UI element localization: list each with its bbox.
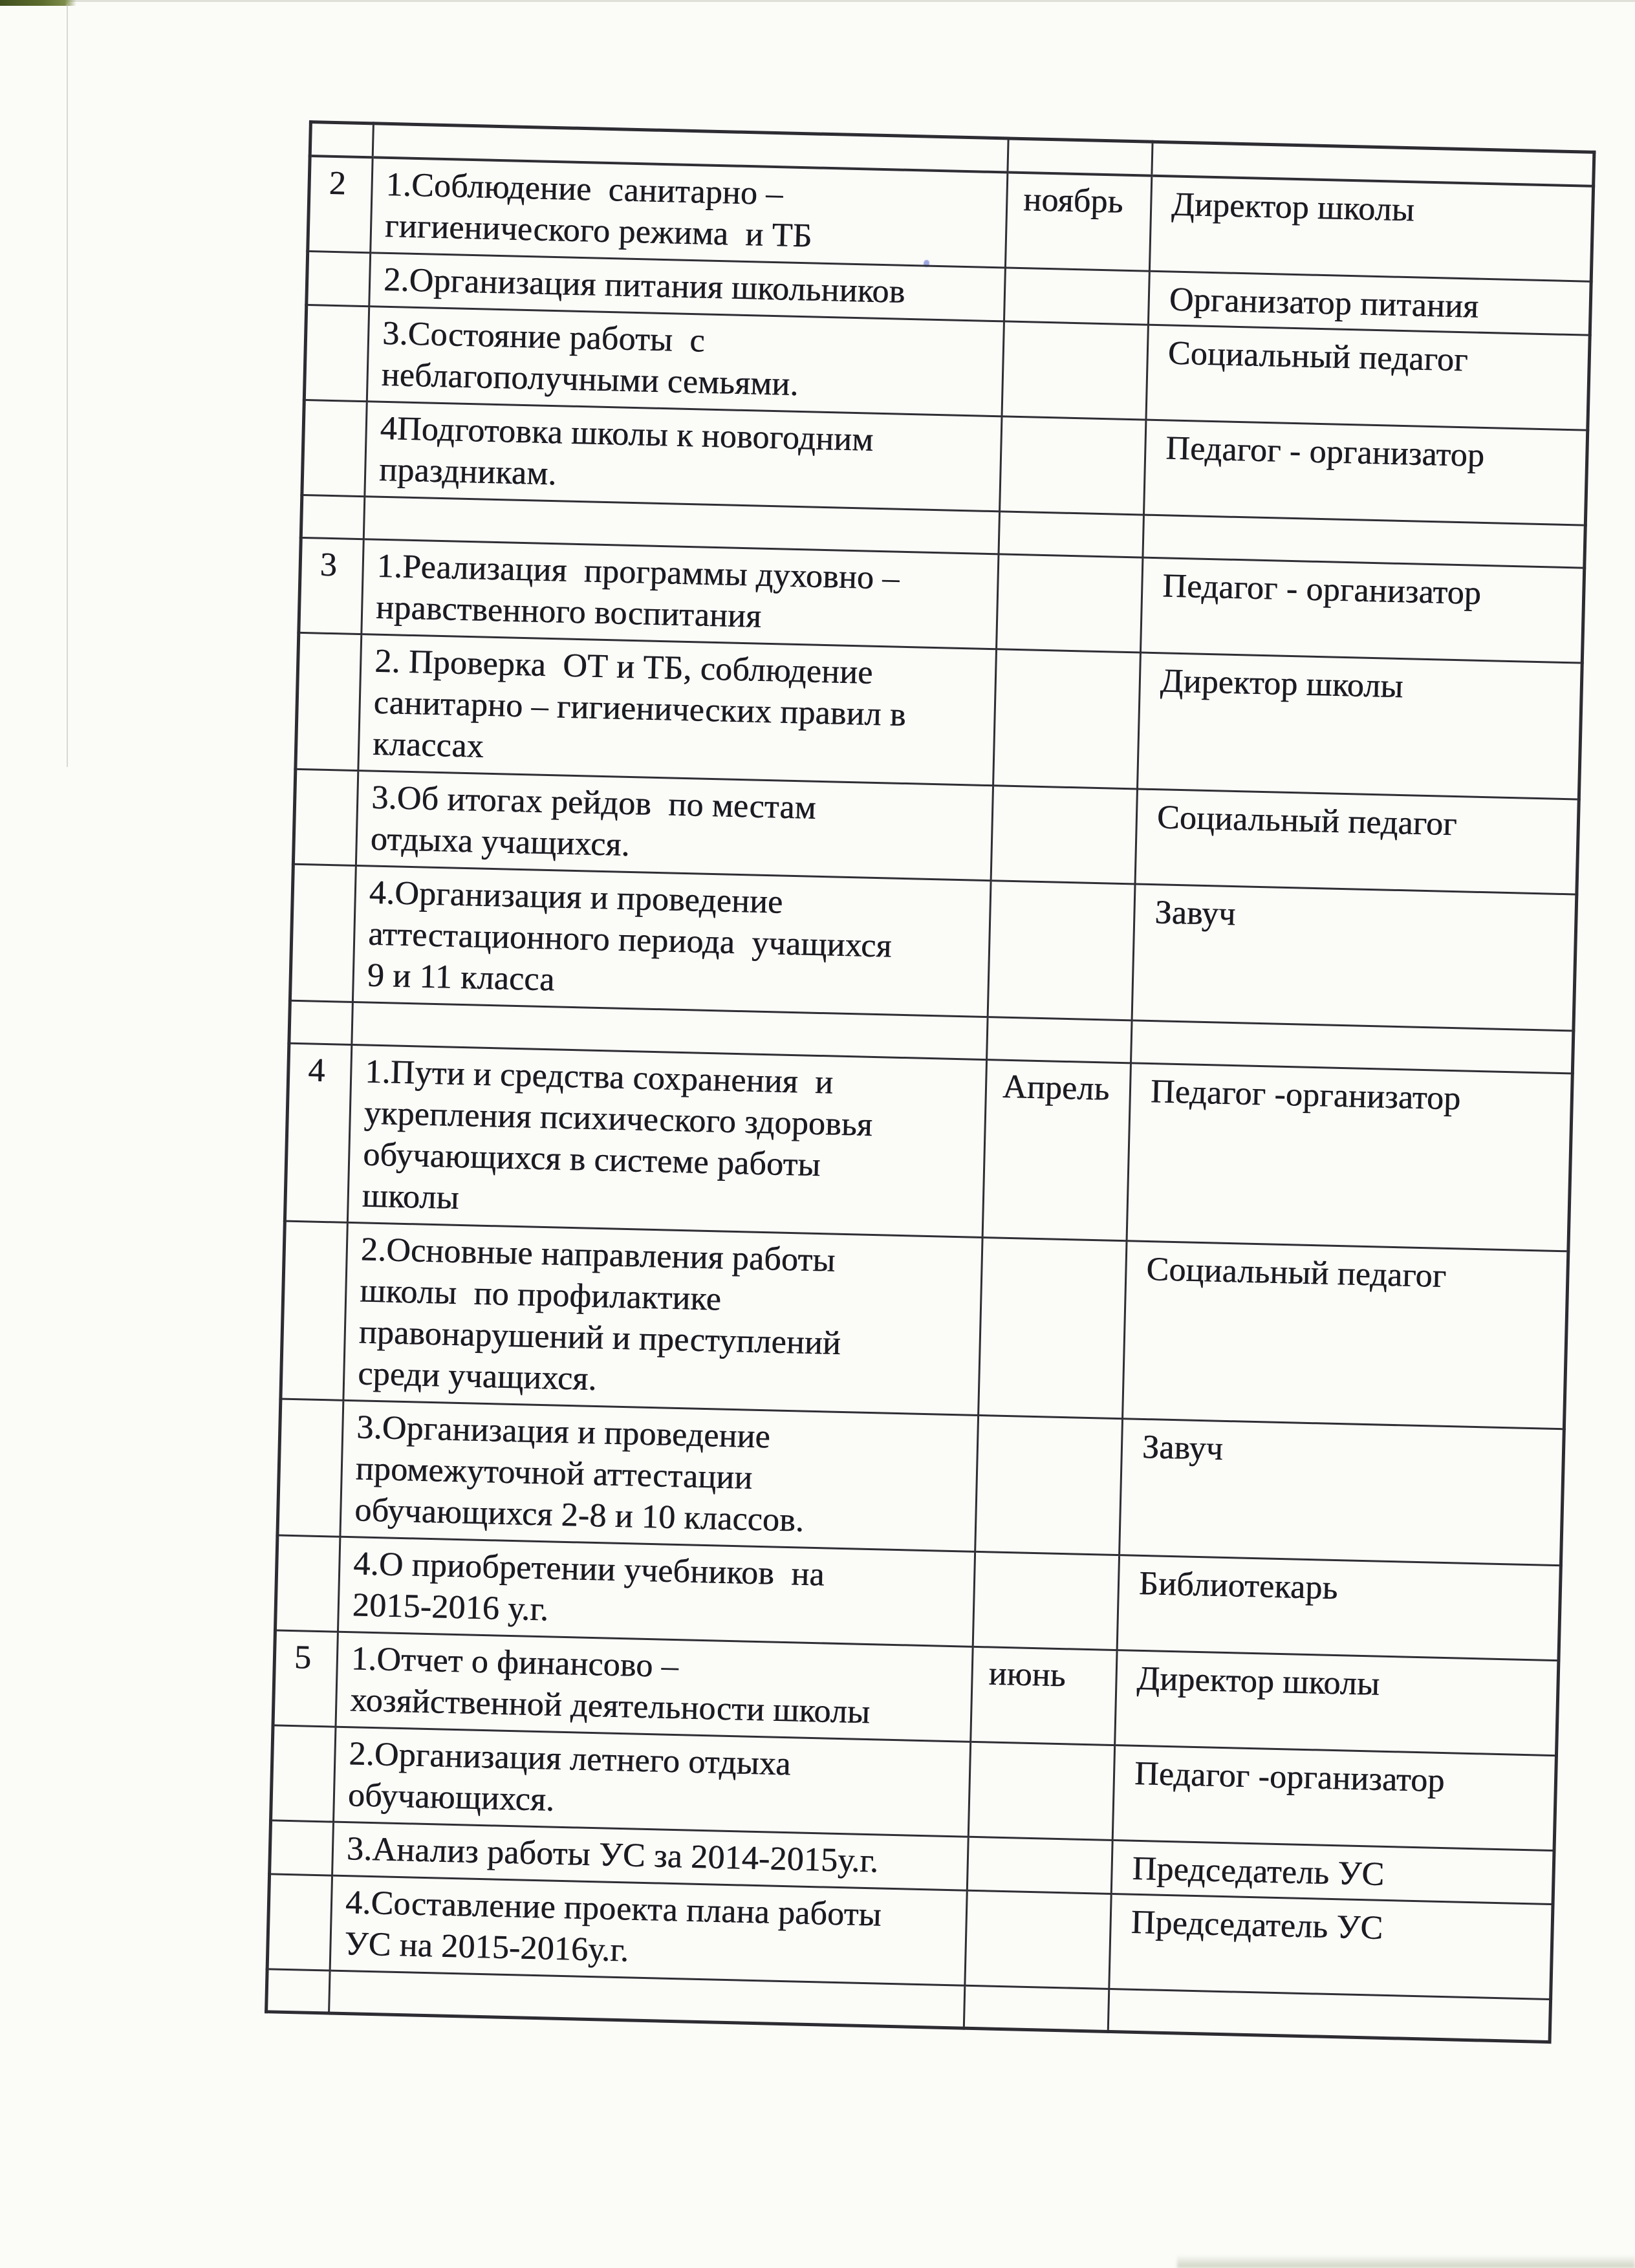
month-cell (979, 1237, 1127, 1418)
agenda-cell: 1.Соблюдение санитарно – гигиенического режима и ТБ (371, 157, 1008, 268)
row-number-cell (290, 864, 356, 1002)
row-number-cell (293, 769, 358, 865)
row-number-cell (277, 1399, 343, 1537)
month-cell (987, 1017, 1132, 1063)
responsible-cell: Директор школы (1115, 1650, 1559, 1755)
scan-left-edge-artifact (67, 4, 68, 767)
month-cell (1000, 416, 1146, 514)
month-cell: Апрель (982, 1059, 1131, 1240)
responsible-cell: Завуч (1120, 1418, 1565, 1565)
agenda-cell: 1.Отчет о финансово – хозяйственной деятельности школы (336, 1632, 973, 1742)
row-number-cell (275, 1535, 340, 1631)
agenda-cell: 3.Анализ работы УС за 2014-2015у.г. (332, 1822, 969, 1890)
scan-green-strip-artifact (0, 0, 76, 6)
row-number-cell (271, 1725, 336, 1821)
row-number-cell: 5 (273, 1630, 338, 1726)
agenda-cell: 2. Проверка ОТ и ТБ, соблюдение санитарно – гигиенических правил в классах (358, 634, 997, 785)
month-cell: июнь (971, 1647, 1117, 1745)
row-number-cell (281, 1221, 347, 1400)
responsible-cell: Библиотекарь (1117, 1555, 1561, 1660)
month-cell (993, 649, 1141, 788)
responsible-cell: Председатель УС (1111, 1840, 1554, 1904)
month-cell (991, 785, 1137, 883)
table-row (281, 1221, 1568, 1429)
scan-top-edge-artifact (0, 0, 1635, 2)
month-cell (975, 1415, 1123, 1555)
agenda-cell: 3.Об итогах рейдов по местам отдыха учащихся. (356, 770, 993, 880)
row-number-cell (302, 400, 367, 496)
month-cell (988, 880, 1135, 1020)
agenda-cell: 4Подготовка школы к новогодним праздникам. (365, 401, 1002, 511)
month-cell (1002, 321, 1148, 419)
row-number-cell: 3 (299, 537, 363, 634)
month-cell (999, 511, 1143, 557)
month-cell (1008, 138, 1153, 175)
month-cell (1004, 267, 1149, 324)
month-cell (968, 1742, 1114, 1840)
agenda-table-wrap (265, 120, 1596, 2044)
responsible-cell: Директор школы (1138, 653, 1583, 799)
agenda-cell: 2.Организация летнего отдыха обучающихся. (334, 1727, 971, 1837)
agenda-cell: 4.О приобретении учебников на 2015-2016 у.г. (338, 1537, 975, 1647)
month-cell (967, 1837, 1112, 1894)
agenda-cell: 1.Пути и средства сохранения и укрепления психического здоровья обучающихся в системе работы школы (347, 1044, 986, 1237)
month-cell: ноябрь (1005, 172, 1151, 271)
month-cell (973, 1551, 1119, 1650)
agenda-cell: 2.Основные направления работы школы по профилактике правонарушений и преступлений среди учащихся. (343, 1222, 982, 1415)
row-number-cell (267, 1874, 332, 1970)
table-row (285, 1043, 1572, 1251)
row-number-cell (270, 1820, 334, 1875)
scan-bottom-smudge-artifact (1177, 2255, 1635, 2268)
row-number-cell: 4 (285, 1043, 351, 1222)
agenda-cell: 4.Организация и проведение аттестационного периода учащихся 9 и 11 класса (352, 865, 991, 1017)
month-cell (964, 1985, 1109, 2031)
responsible-cell: Председатель УС (1109, 1894, 1553, 1999)
responsible-cell: Педагог - организатор (1143, 420, 1587, 525)
row-number-cell (289, 1000, 353, 1044)
agenda-cell: 3.Состояние работы с неблагополучными семьями. (367, 306, 1004, 416)
month-cell (997, 554, 1143, 652)
row-number-cell (310, 122, 373, 157)
responsible-cell: Педагог -организатор (1127, 1063, 1572, 1251)
responsible-cell: Завуч (1132, 883, 1577, 1030)
responsible-cell: Организатор питания (1148, 271, 1591, 335)
responsible-cell: Социальный педагог (1146, 325, 1590, 430)
agenda-cell: 2.Организация питания школьников (369, 252, 1006, 321)
row-number-cell: 2 (308, 156, 373, 253)
month-cell (965, 1890, 1111, 1989)
responsible-cell: Педагог - организатор (1140, 557, 1584, 663)
agenda-cell: 4.Составление проекта плана работы УС на 2015-2016у.г. (330, 1875, 967, 1985)
row-number-cell (296, 632, 362, 770)
agenda-table (265, 120, 1596, 2044)
agenda-cell: 1.Реализация программы духовно – нравственного воспитания (362, 539, 999, 649)
row-number-cell (304, 305, 369, 401)
responsible-cell: Социальный педагог (1135, 788, 1579, 894)
responsible-cell: Социальный педагог (1123, 1240, 1568, 1429)
responsible-cell: Директор школы (1149, 175, 1593, 281)
responsible-cell: Педагог -организатор (1112, 1745, 1556, 1850)
row-number-cell (307, 251, 371, 306)
row-number-cell (266, 1969, 330, 2013)
row-number-cell (301, 495, 365, 539)
agenda-cell: 3.Организация и проведение промежуточной аттестации обучающихся 2-8 и 10 классов. (340, 1400, 979, 1551)
